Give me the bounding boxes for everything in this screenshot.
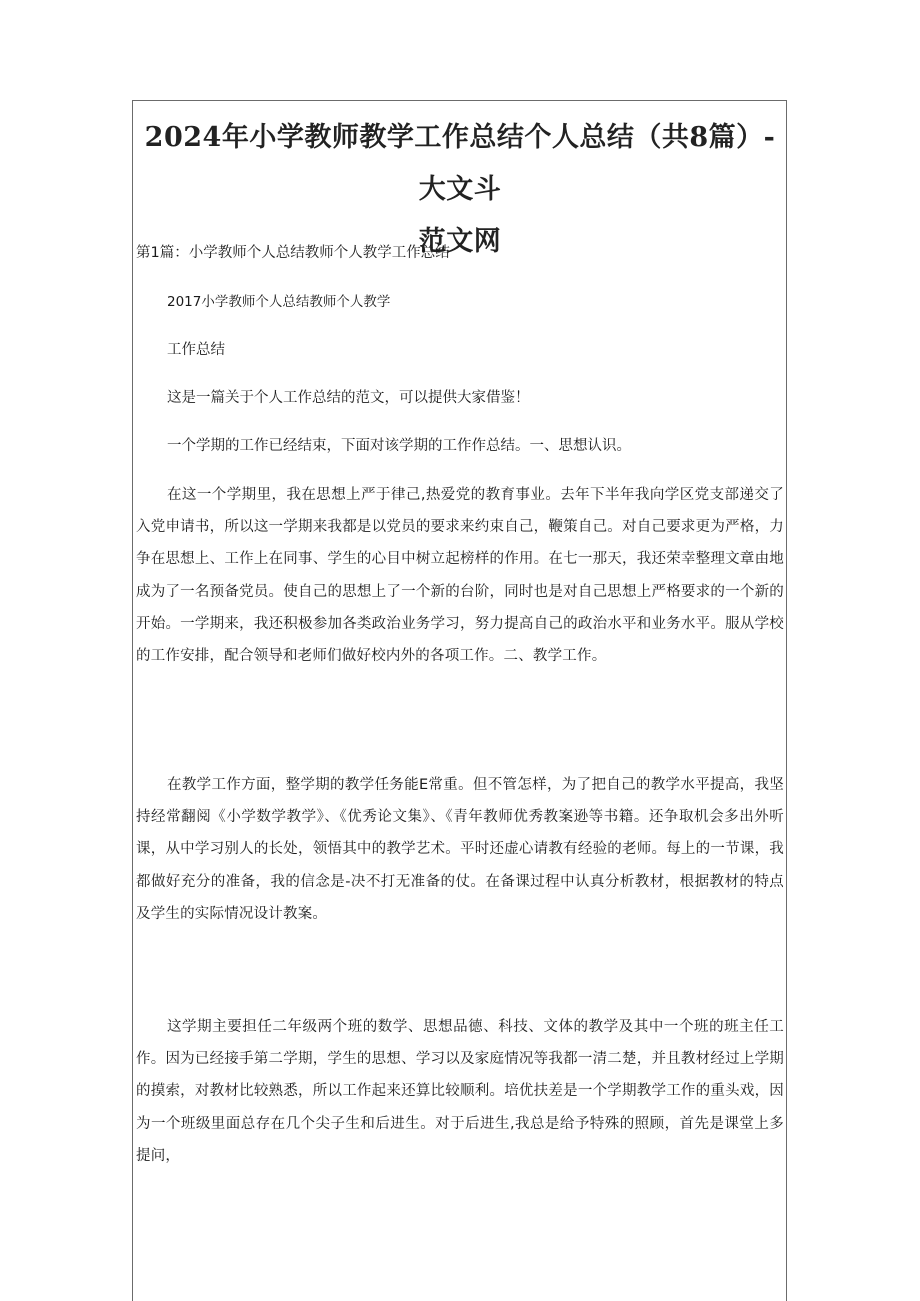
chapter-heading: 第1篇：小学教师个人总结教师个人教学工作总结 — [136, 245, 450, 261]
intro-text: 这是一篇关于个人工作总结的范文，可以提供大家借鉴！ — [167, 390, 530, 406]
subtitle-line-2: 工作总结 — [167, 342, 225, 358]
subtitle-line-1: 2017小学教师个人总结教师个人教学 — [167, 294, 391, 310]
title-line-2: 范文网 — [418, 226, 502, 257]
paragraph-2: 在教学工作方面，整学期的教学任务能E常重。但不管怎样，为了把自己的教学水平提高，我坚持经常翻阅《小学数学教学》、《优秀论文集》、《青年教师优秀教案逊等书籍。还争取机会多出外听课，从中学习别人的长处，领悟其中的教学艺术。平时还虚心请教有经验的老师。每上的一节课，我都做好充分的准备，我的信念是-决不打无准备的仗。在备课过程中认真分析教材，根据教材的特点及学生的实际情况设计教案。 — [136, 777, 784, 922]
title-line-1: 2024年小学教师教学工作总结个人总结（共8篇）- 大文斗 — [144, 122, 776, 205]
lead-text: 一个学期的工作已经结束，下面对该学期的工作作总结。一、思想认识。 — [167, 438, 631, 454]
paragraph-1: 在这一个学期里，我在思想上严于律己,热爱党的教育事业。去年下半年我向学区党支部递交了入党申请书，所以这一学期来我都是以党员的要求来约束自己，鞭策自己。对自己要求更为严格，力争在思想上、工作上在同事、学生的心目中树立起榜样的作用。在七一那天，我还荣幸整理文章由地成为了一名预备党员。使自己的思想上了一个新的台阶，同时也是对自己思想上严格要求的一个新的开始。一学期来，我还积极参加各类政治业务学习，努力提高自己的政治水平和业务水平。服从学校的工作安排，配合领导和老师们做好校内外的各项工作。二、教学工作。 — [136, 487, 784, 665]
paragraph-3: 这学期主要担任二年级两个班的数学、思想品德、科技、文体的教学及其中一个班的班主任工作。因为已经接手第二学期，学生的思想、学习以及家庭情况等我都一清二楚，并且教材经过上学期的摸索，对教材比较熟悉，所以工作起来还算比较顺利。培优扶差是一个学期教学工作的重头戏，因为一个班级里面总存在几个尖子生和后进生。对于后进生,我总是给予特殊的照顾，首先是课堂上多提问， — [136, 1019, 784, 1164]
